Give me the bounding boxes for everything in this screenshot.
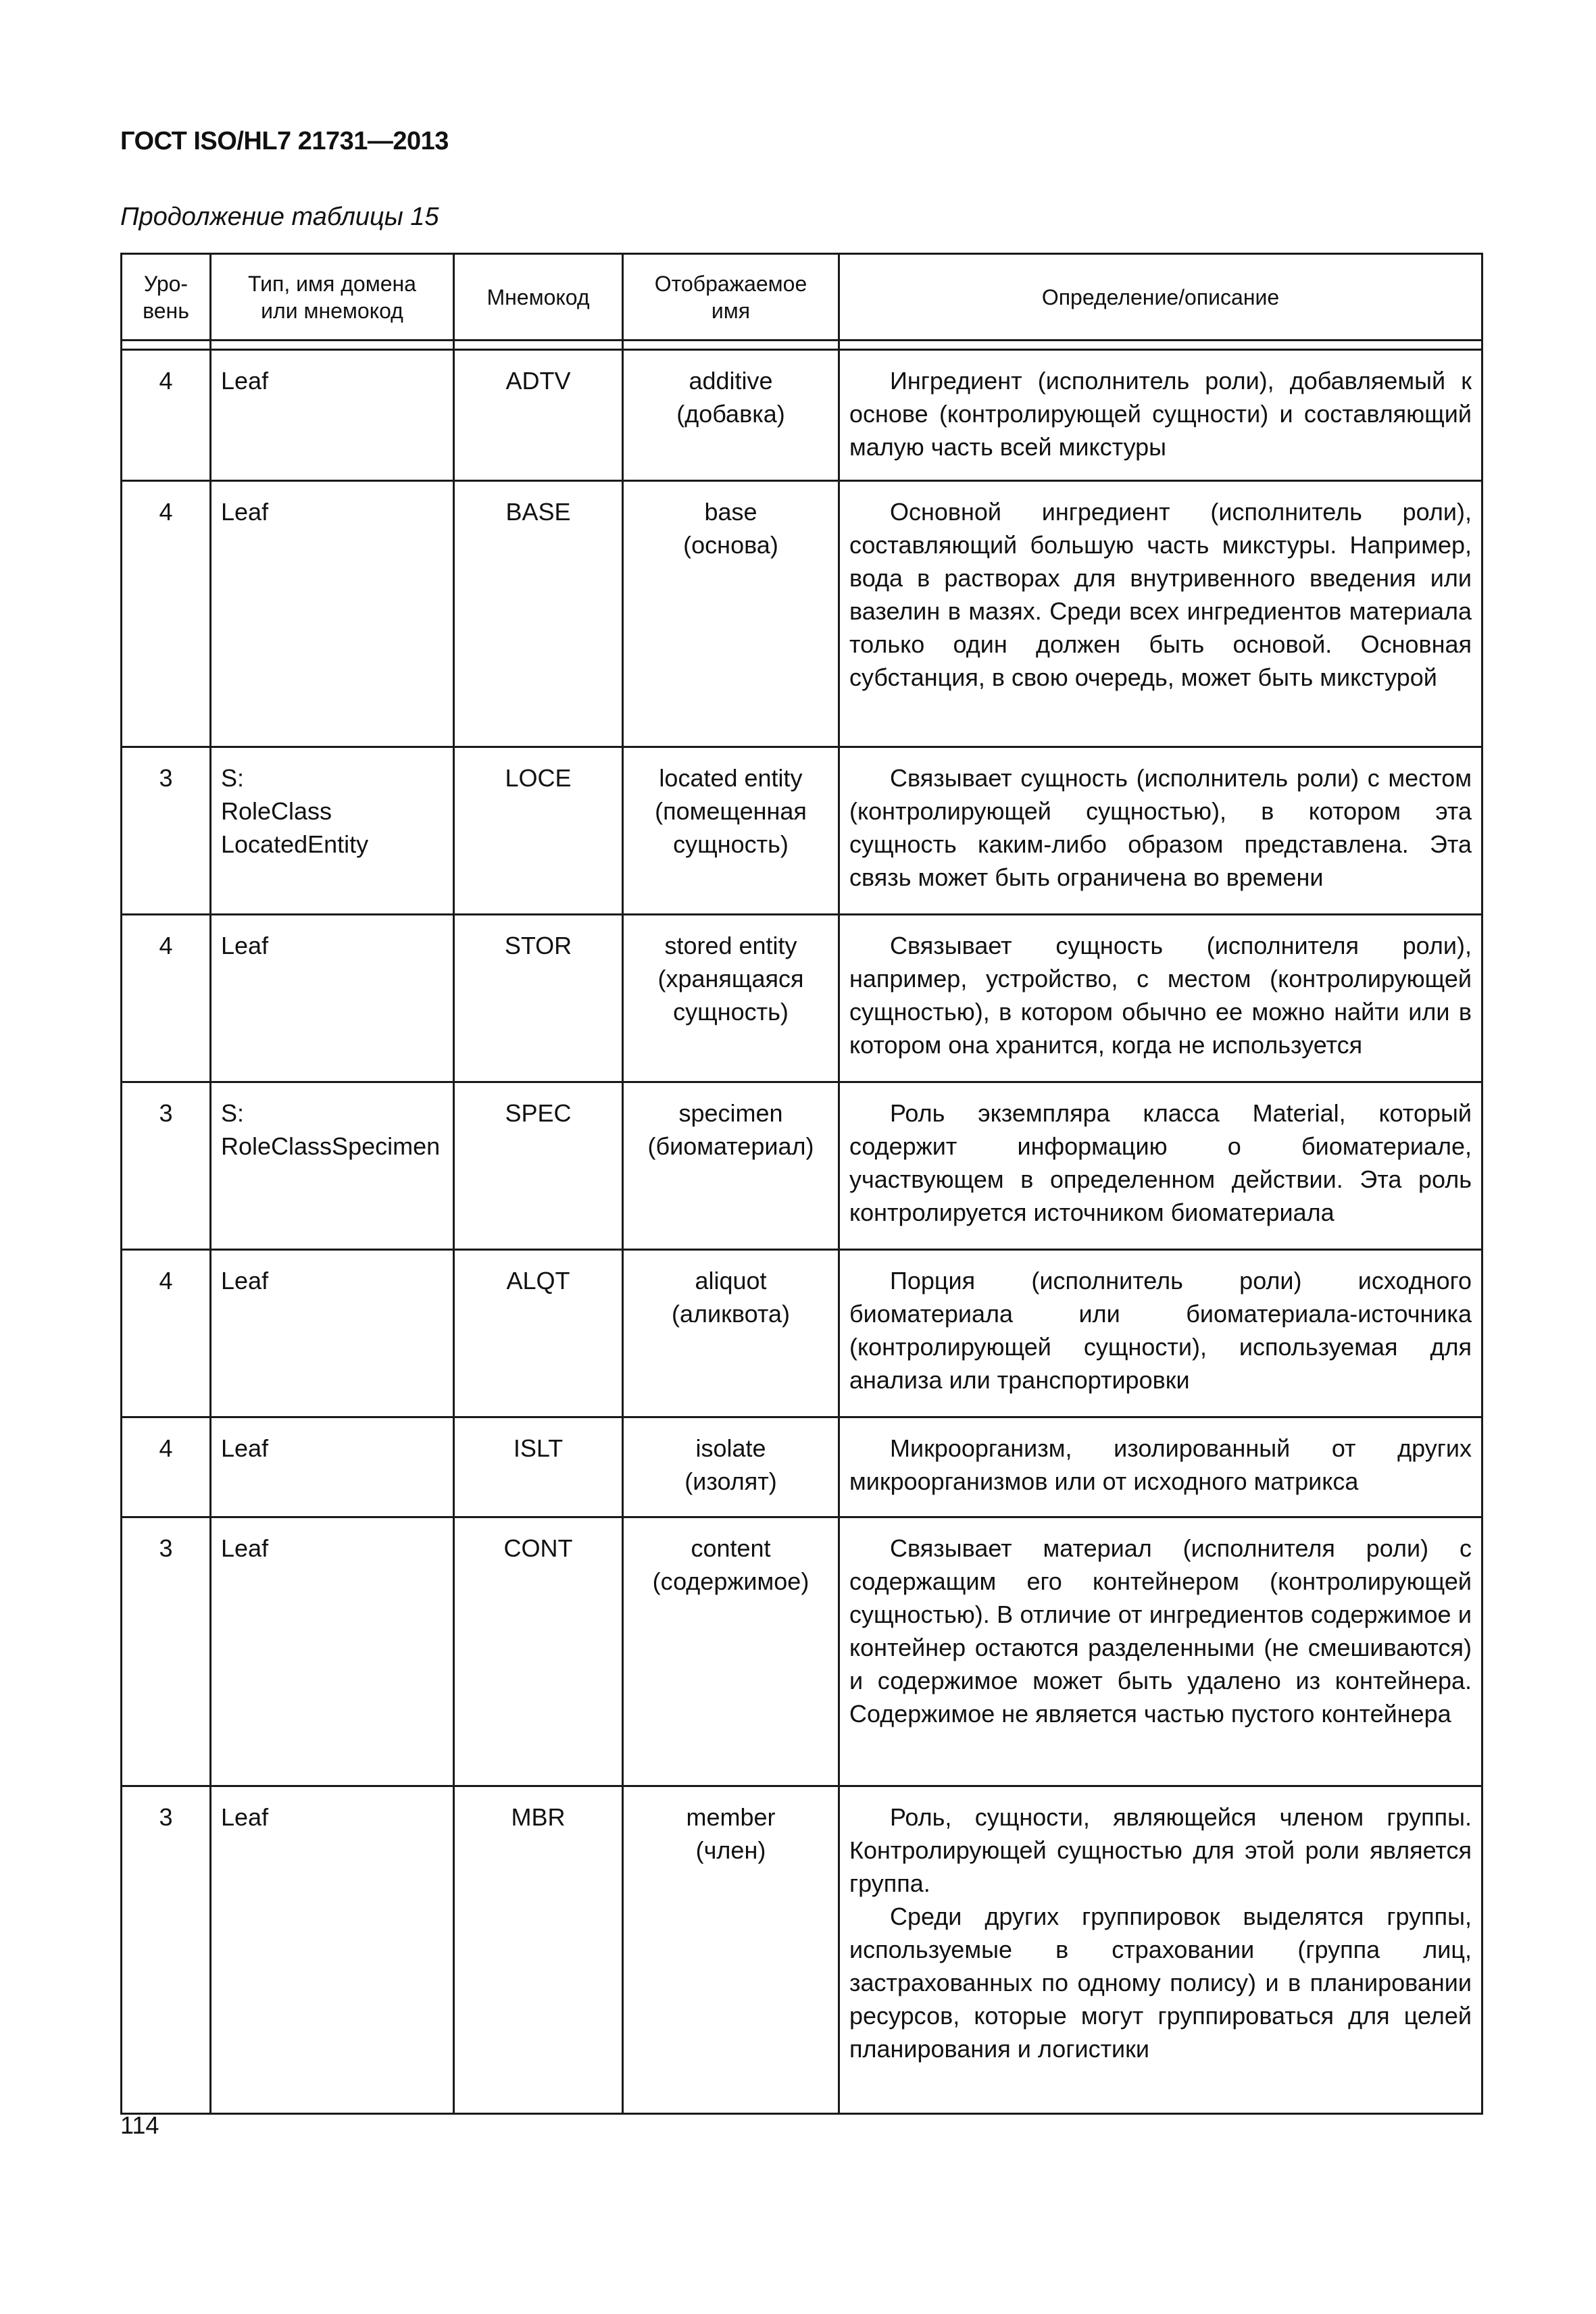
cell-mnemonic: SPEC xyxy=(454,1082,623,1250)
column-header-level: Уро- вень xyxy=(122,254,211,341)
definition-paragraph: Связывает сущность (исполнитель роли) с местом (контролирующей сущностью), в котором эта сущность каким-либо образом представлена. Эта связь может быть ограничена во времени xyxy=(849,764,1472,891)
cell-definition xyxy=(839,350,1482,481)
cell-display-name: additive (добавка) xyxy=(623,350,839,481)
column-header-definition: Определение/описание xyxy=(839,254,1482,341)
table-row xyxy=(122,1417,1482,1517)
cell-level: 4 xyxy=(122,481,211,747)
cell-type: S: RoleClass LocatedEntity xyxy=(211,747,454,915)
cell-type: Leaf xyxy=(211,481,454,747)
cell-mnemonic: STOR xyxy=(454,915,623,1082)
cell-type: S: RoleClassSpecimen xyxy=(211,1082,454,1250)
cell-type: Leaf xyxy=(211,1250,454,1417)
cell-display-name: base (основа) xyxy=(623,481,839,747)
table-row xyxy=(122,1250,1482,1417)
cell-mnemonic: ISLT xyxy=(454,1417,623,1517)
cell-display-name: specimen (биоматериал) xyxy=(623,1082,839,1250)
cell-level: 4 xyxy=(122,350,211,481)
definition-paragraph: Связывает сущность (исполнителя роли), например, устройство, с местом (контролирующей сущностью), в котором обычно ее можно найти или в котором она хранится, когда не используется xyxy=(849,932,1472,1059)
cell-display-name: isolate (изолят) xyxy=(623,1417,839,1517)
page-number: 114 xyxy=(120,2111,159,2139)
cell-mnemonic: BASE xyxy=(454,481,623,747)
definition-paragraph: Среди других группировок выделятся группы, используемые в страховании (группа лиц, застрахованных по одному полису) и в планировании ресурсов, которые могут группироваться для целей планирования и логистики xyxy=(849,1903,1472,2063)
cell-mnemonic: ALQT xyxy=(454,1250,623,1417)
cell-type: Leaf xyxy=(211,915,454,1082)
cell-level: 3 xyxy=(122,1786,211,2114)
definition-paragraph: Порция (исполнитель роли) исходного биоматериала или биоматериала-источника (контролирующей сущности), используемая для анализа или транспортировки xyxy=(849,1267,1472,1394)
table-row xyxy=(122,747,1482,915)
cell-definition xyxy=(839,1417,1482,1517)
column-header-display-name: Отображаемое имя xyxy=(623,254,839,341)
cell-display-name: member (член) xyxy=(623,1786,839,2114)
cell-level: 3 xyxy=(122,747,211,915)
definitions-table xyxy=(120,253,1483,2115)
cell-definition xyxy=(839,1517,1482,1786)
table-row xyxy=(122,1786,1482,2114)
definition-paragraph: Роль, сущности, являющейся членом группы. Контролирующей сущностью для этой роли является группа. xyxy=(849,1803,1472,1897)
cell-display-name: content (содержимое) xyxy=(623,1517,839,1786)
cell-level: 4 xyxy=(122,1417,211,1517)
cell-definition xyxy=(839,481,1482,747)
cell-definition xyxy=(839,1250,1482,1417)
table-row xyxy=(122,1082,1482,1250)
cell-level: 4 xyxy=(122,915,211,1082)
cell-display-name: stored entity (хранящаяся сущность) xyxy=(623,915,839,1082)
cell-definition xyxy=(839,1082,1482,1250)
cell-mnemonic: LOCE xyxy=(454,747,623,915)
cell-type: Leaf xyxy=(211,1417,454,1517)
cell-mnemonic: CONT xyxy=(454,1517,623,1786)
cell-level: 3 xyxy=(122,1082,211,1250)
cell-type: Leaf xyxy=(211,1517,454,1786)
cell-definition xyxy=(839,1786,1482,2114)
table-header-row xyxy=(122,254,1482,341)
table-caption: Продолжение таблицы 15 xyxy=(120,203,439,231)
table-row xyxy=(122,481,1482,747)
cell-type: Leaf xyxy=(211,1786,454,2114)
definition-paragraph: Микроорганизм, изолированный от других микроорганизмов или от исходного матрикса xyxy=(849,1434,1472,1495)
cell-definition xyxy=(839,747,1482,915)
header-separator-row xyxy=(122,341,1482,350)
cell-display-name: located entity (помещенная сущность) xyxy=(623,747,839,915)
definition-paragraph: Основной ингредиент (исполнитель роли), составляющий большую часть микстуры. Например, вода в растворах для внутривенного введения или вазелин в мазях. Среди всех ингредиентов материала только один должен быть основой. Основная субстанция, в свою очередь, может быть микстурой xyxy=(849,498,1472,691)
table-row xyxy=(122,350,1482,481)
cell-display-name: aliquot (аликвота) xyxy=(623,1250,839,1417)
table-row xyxy=(122,1517,1482,1786)
table-row xyxy=(122,915,1482,1082)
cell-level: 3 xyxy=(122,1517,211,1786)
column-header-type: Тип, имя домена или мнемокод xyxy=(211,254,454,341)
column-header-mnemonic: Мнемокод xyxy=(454,254,623,341)
definition-paragraph: Ингредиент (исполнитель роли), добавляемый к основе (контролирующей сущности) и составляющий малую часть всей микстуры xyxy=(849,367,1472,461)
cell-mnemonic: MBR xyxy=(454,1786,623,2114)
definition-paragraph: Роль экземпляра класса Material, который содержит информацию о биоматериале, участвующем в определенном действии. Эта роль контролируется источником биоматериала xyxy=(849,1099,1472,1226)
cell-mnemonic: ADTV xyxy=(454,350,623,481)
cell-level: 4 xyxy=(122,1250,211,1417)
cell-type: Leaf xyxy=(211,350,454,481)
definition-paragraph: Связывает материал (исполнителя роли) с содержащим его контейнером (контролирующей сущностью). В отличие от ингредиентов содержимое и контейнер остаются разделенными (не смешиваются) и содержимое может быть удалено из контейнера. Содержимое не является частью пустого контейнера xyxy=(849,1534,1472,1728)
cell-definition xyxy=(839,915,1482,1082)
document-title: ГОСТ ISO/HL7 21731—2013 xyxy=(120,127,449,155)
